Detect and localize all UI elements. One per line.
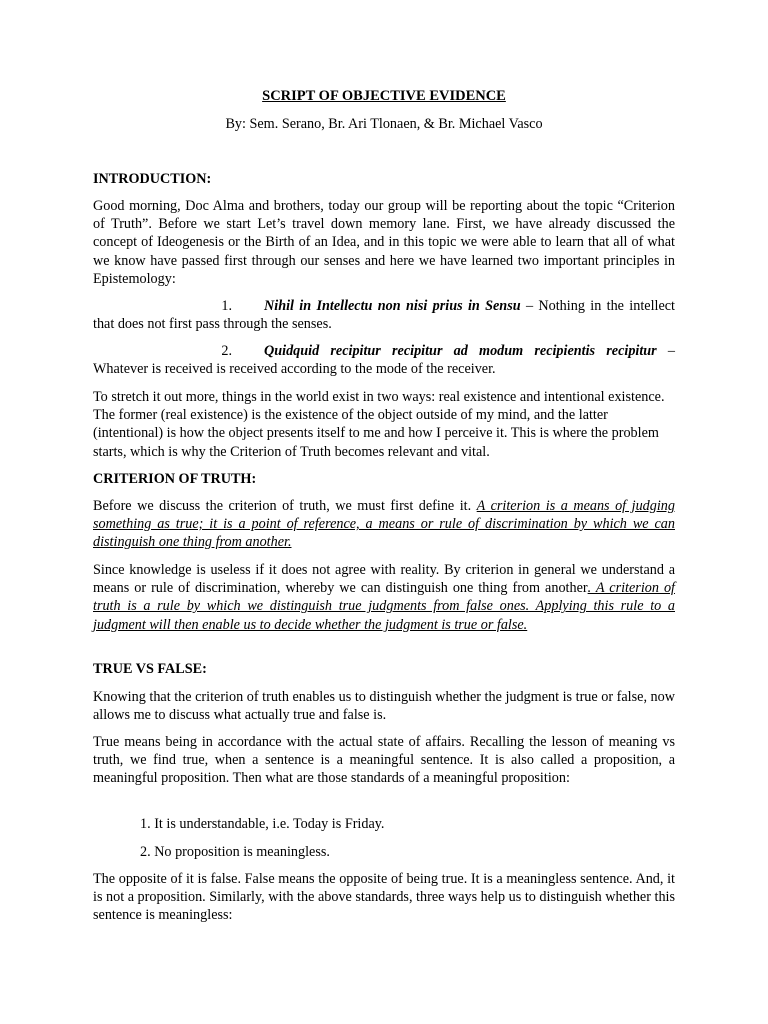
- principle-1: [93, 297, 675, 333]
- introduction-heading: INTRODUCTION:: [93, 171, 212, 187]
- principle-1-meaning: – Nothing in the intellect that does not first pass through the senses.: [93, 298, 675, 333]
- true-false-heading: TRUE VS FALSE:: [93, 661, 207, 677]
- document-title: SCRIPT OF OBJECTIVE EVIDENCE: [262, 88, 506, 104]
- principle-2-meaning: – Whatever is received is received according to the mode of the receiver.: [93, 343, 675, 378]
- true-false-paragraph-1: Knowing that the criterion of truth enables us to distinguish whether the judgment is true or false, now allows me to discuss what actually true and false is.: [93, 689, 675, 724]
- criterion-definition: A criterion is a means of judging something as true; it is a point of reference, a means or rule of discrimination by which we can distinguish one thing from another.: [93, 498, 675, 551]
- standard-item-1: 1. It is understandable, i.e. Today is Friday.: [140, 816, 385, 832]
- true-false-paragraph-3: The opposite of it is false. False means the opposite of being true. It is a meaningless sentence. And, it is not a proposition. Similarly, with the above standards, three ways help us to distinguish whether this sentence is meaningless:: [93, 871, 675, 924]
- byline: By: Sem. Serano, Br. Ari Tlonaen, & Br. Michael Vasco: [225, 116, 543, 132]
- introduction-paragraph-1: Good morning, Doc Alma and brothers, today our group will be reporting about the topic “Criterion of Truth”. Before we start Let’s travel down memory lane. First, we have already discussed the concept of Ideogenesis or the Birth of an Idea, and in this topic we were able to learn that all of what we know have passed first through our senses and here we have learned two important principles in Epistemology:: [93, 198, 675, 287]
- criterion-of-truth-definition: . A criterion of truth is a rule by which we distinguish true judgments from false ones. Applying this rule to a judgment will then enable us to decide whether the judgment is true or false.: [93, 580, 675, 633]
- criterion-paragraph-1: [93, 497, 675, 552]
- true-false-paragraph-2: True means being in accordance with the actual state of affairs. Recalling the lesson of meaning vs truth, we find true, when a sentence is a meaningful sentence. It is also called a proposition, a meaningful proposition. Then what are those standards of a meaningful proposition:: [93, 734, 675, 787]
- criterion-heading: CRITERION OF TRUTH:: [93, 471, 257, 487]
- principle-2: [93, 342, 675, 378]
- standard-item-2: 2. No proposition is meaningless.: [140, 844, 330, 860]
- principle-1-number: 1.: [221, 298, 232, 314]
- criterion-paragraph-2: [93, 561, 675, 634]
- principle-2-latin: Quidquid recipitur recipitur ad modum recipientis recipitur: [264, 343, 657, 359]
- introduction-paragraph-2: To stretch it out more, things in the world exist in two ways: real existence and intentional existence. The former (real existence) is the existence of the object outside of my mind, and the latter (intentional) is how the object presents itself to me and how I perceive it. This is where the problem starts, which is why the Criterion of Truth becomes relevant and vital.: [93, 389, 665, 460]
- criterion-paragraph-1-text: Before we discuss the criterion of truth, we must first define it.: [93, 498, 477, 514]
- principle-1-latin: Nihil in Intellectu non nisi prius in Sensu: [264, 298, 521, 314]
- criterion-paragraph-2-text: Since knowledge is useless if it does not agree with reality. By criterion in general we understand a means or rule of discrimination, whereby we can distinguish one thing from another: [93, 562, 675, 597]
- principle-2-number: 2.: [221, 343, 232, 359]
